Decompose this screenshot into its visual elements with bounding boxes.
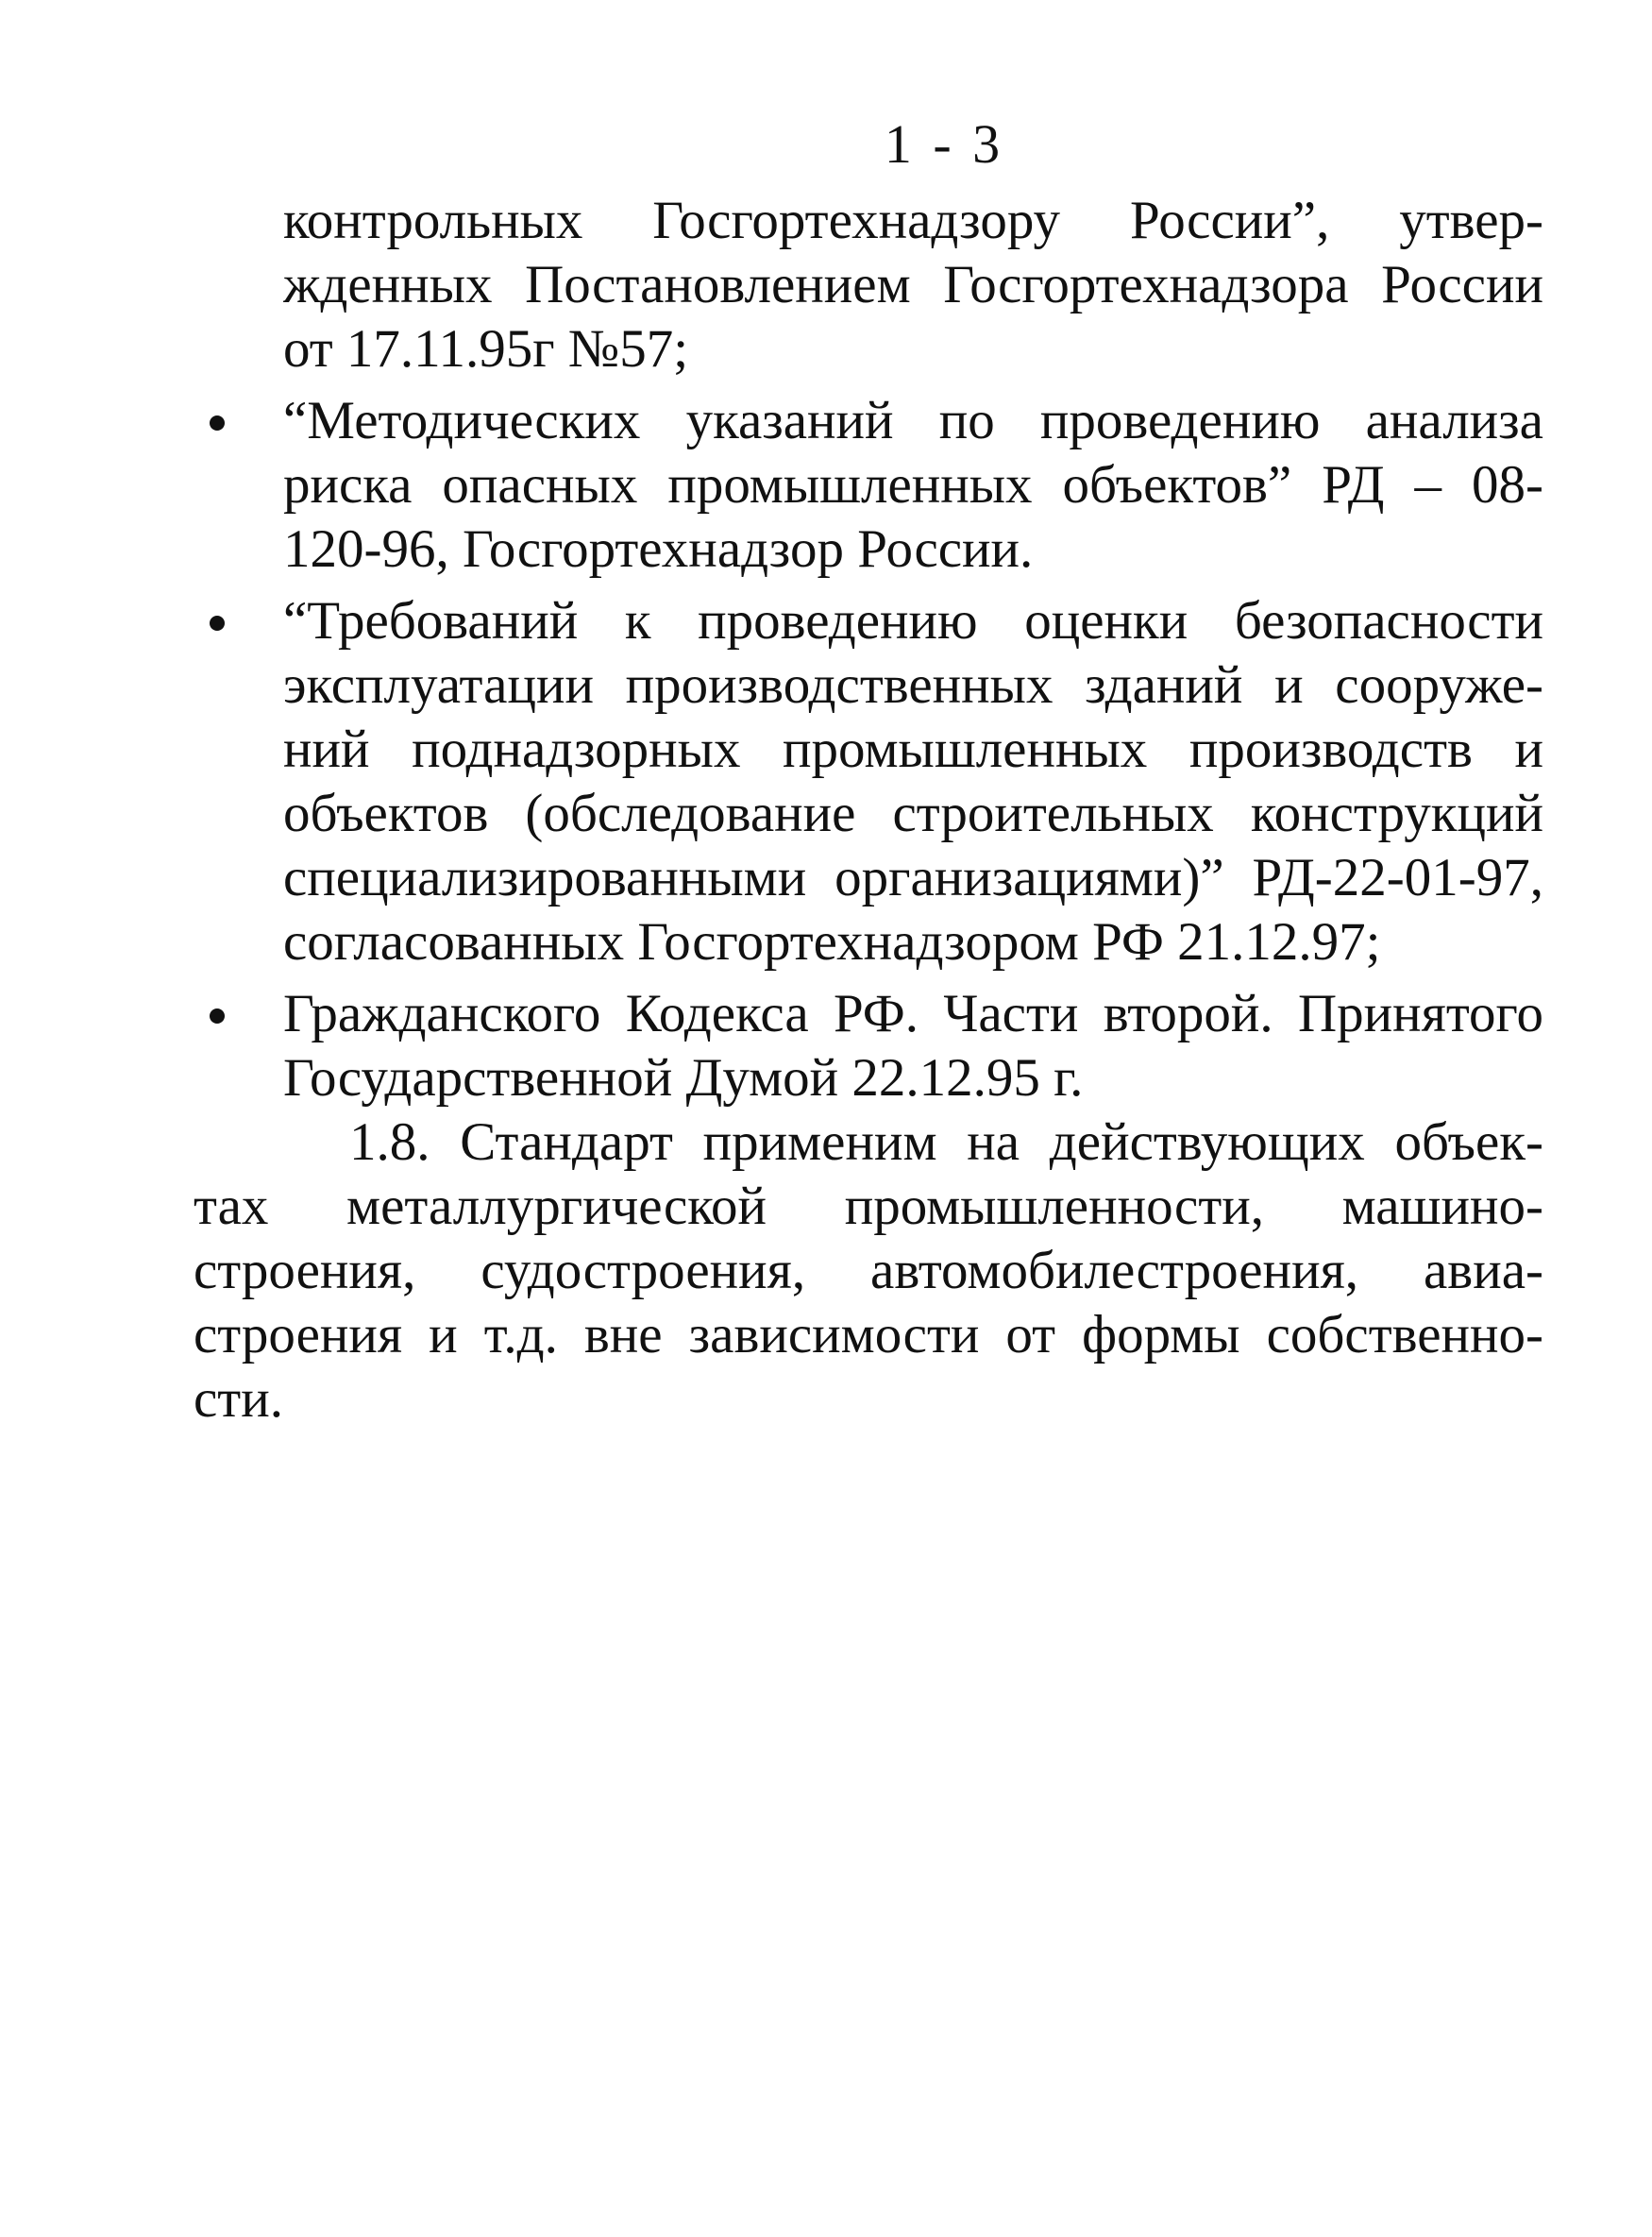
text-line: тах металлургической промышленности, машино- xyxy=(194,1177,1543,1236)
text-line: объектов (обследование строительных конструкций xyxy=(283,784,1543,843)
text-line: 120-96, Госгортехнадзор России. xyxy=(283,519,1034,579)
paragraph-1-8 xyxy=(194,1110,1543,1432)
text-line: согласованных Госгортехнадзором РФ 21.12.97; xyxy=(283,912,1381,972)
continuation-text xyxy=(194,189,1543,381)
bullet-icon xyxy=(210,1008,225,1024)
text-line: строения, судостроения, автомобилестроения, авиа- xyxy=(194,1241,1543,1300)
document-body xyxy=(194,189,1543,1432)
bullet-icon xyxy=(210,616,225,631)
text-line: Гражданского Кодекса РФ. Части второй. Принятого xyxy=(283,984,1543,1043)
bullet-item xyxy=(194,389,1543,582)
bullet-item xyxy=(194,982,1543,1110)
text-line: сти. xyxy=(194,1369,283,1429)
bullet-icon xyxy=(210,415,225,431)
text-line: контрольных Госгортехнадзору России”, утвер- xyxy=(283,191,1543,250)
text-line: ний поднадзорных промышленных производств и xyxy=(283,720,1543,779)
text-line: 1.8. Стандарт применим на действующих объек- xyxy=(349,1112,1543,1172)
text-line: “Методических указаний по проведению анализа xyxy=(283,391,1543,450)
text-line: Государственной Думой 22.12.95 г. xyxy=(283,1048,1084,1108)
text-line: жденных Постановлением Госгортехнадзора России xyxy=(283,255,1543,314)
text-line: риска опасных промышленных объектов” РД – 08- xyxy=(283,455,1543,515)
page-number: 1 - 3 xyxy=(884,113,1004,175)
bullet-item xyxy=(194,589,1543,974)
text-line: строения и т.д. вне зависимости от формы собственно- xyxy=(194,1305,1543,1364)
text-line: от 17.11.95г №57; xyxy=(283,319,689,379)
text-line: эксплуатации производственных зданий и сооруже- xyxy=(283,655,1543,715)
text-line: “Требований к проведению оценки безопасности xyxy=(283,591,1543,651)
text-line: специализированными организациями)” РД-22-01-97, xyxy=(283,848,1543,907)
